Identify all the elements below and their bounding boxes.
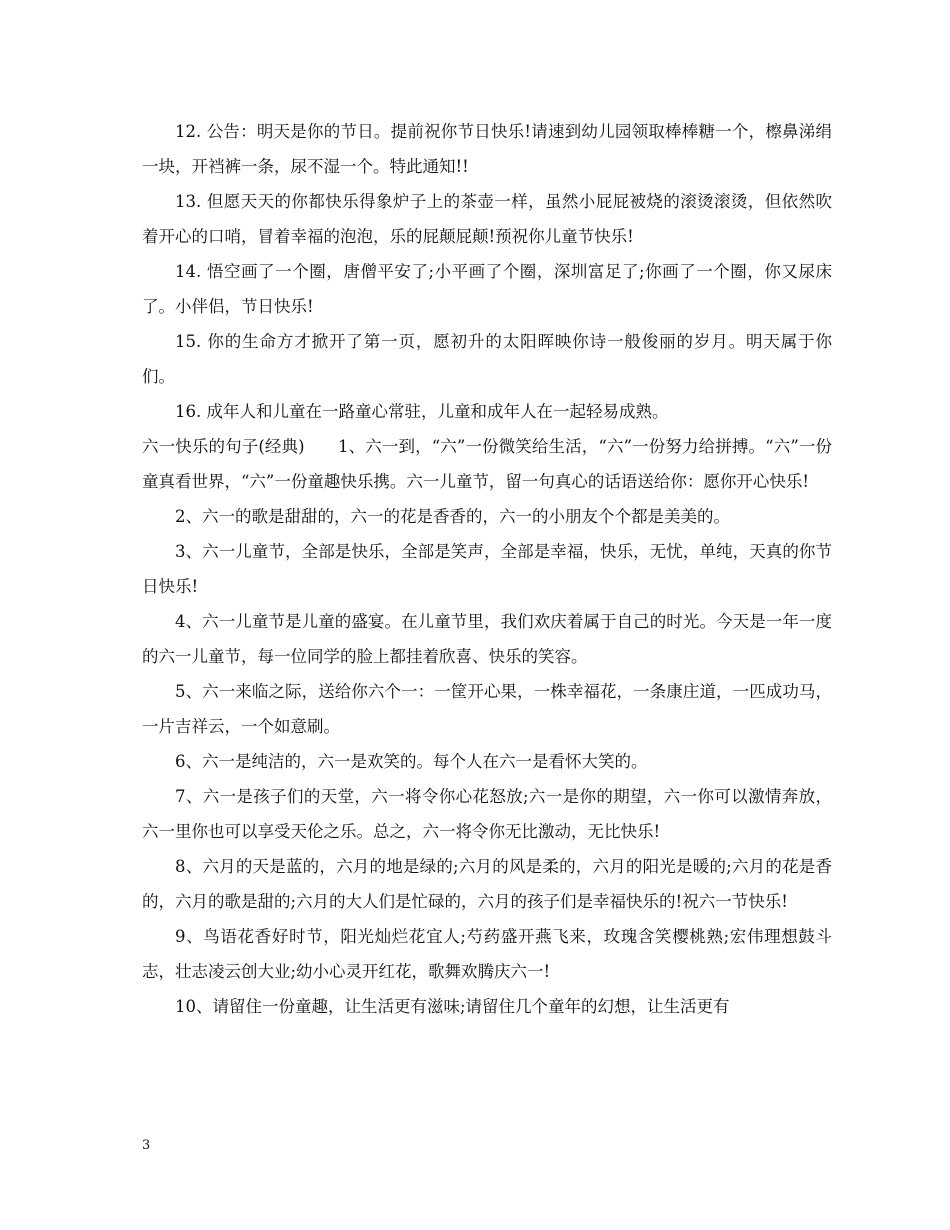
section-heading-paragraph: 六一快乐的句子(经典) 1、六一到，“六”一份微笑给生活，“六”一份努力给拼搏。“六”一份童真看世界，“六”一份童趣快乐携。六一儿童节，留一句真心的话语送给你：愿你开心快乐! xyxy=(142,437,832,491)
paragraph-12: 12. 公告：明天是你的节日。提前祝你节日快乐!请速到幼儿园领取棒棒糖一个，檫鼻涕绢一块，开裆裤一条，尿不湿一个。特此通知!! xyxy=(142,122,832,176)
paragraph-13: 13. 但愿天天的你都快乐得象炉子上的茶壶一样，虽然小屁屁被烧的滚烫滚烫，但依然吹着开心的口哨，冒着幸福的泡泡，乐的屁颠屁颠!预祝你儿童节快乐! xyxy=(142,192,832,246)
page-number: 3 xyxy=(142,1138,151,1153)
paragraph-14: 14. 悟空画了一个圈，唐僧平安了;小平画了个圈，深圳富足了;你画了一个圈，你又尿床了。小伴侣，节日快乐! xyxy=(142,262,832,316)
paragraph-16: 16. 成年人和儿童在一路童心常驻，儿童和成年人在一起轻易成熟。 xyxy=(175,402,669,421)
paragraph-item-3: 3、六一儿童节，全部是快乐，全部是笑声，全部是幸福，快乐，无忧，单纯，天真的你节日快乐! xyxy=(142,542,832,596)
paragraph-item-7: 7、六一是孩子们的天堂，六一将令你心花怒放;六一是你的期望，六一你可以激情奔放，六一里你也可以享受天伦之乐。总之，六一将令你无比激动，无比快乐! xyxy=(142,787,832,841)
paragraph-item-6: 6、六一是纯洁的，六一是欢笑的。每个人在六一是看怀大笑的。 xyxy=(175,752,648,771)
paragraph-item-2: 2、六一的歌是甜甜的，六一的花是香香的，六一的小朋友个个都是美美的。 xyxy=(175,507,730,526)
paragraph-15: 15. 你的生命方才掀开了第一页，愿初升的太阳晖映你诗一般俊丽的岁月。明天属于你们。 xyxy=(142,332,832,386)
paragraph-item-9: 9、鸟语花香好时节，阳光灿烂花宜人;芍药盛开燕飞来，玫瑰含笑樱桃熟;宏伟理想鼓斗志，壮志凌云创大业;幼小心灵开红花，歌舞欢腾庆六一! xyxy=(142,927,832,981)
paragraph-item-8: 8、六月的天是蓝的，六月的地是绿的;六月的风是柔的，六月的阳光是暖的;六月的花是香的，六月的歌是甜的;六月的大人们是忙碌的，六月的孩子们是幸福快乐的!祝六一节快乐! xyxy=(142,857,832,911)
document-body xyxy=(142,114,832,1024)
paragraph-item-4: 4、六一儿童节是儿童的盛宴。在儿童节里，我们欢庆着属于自己的时光。今天是一年一度的六一儿童节，每一位同学的脸上都挂着欣喜、快乐的笑容。 xyxy=(142,612,832,666)
paragraph-item-10: 10、请留住一份童趣，让生活更有滋味;请留住几个童年的幻想，让生活更有 xyxy=(175,997,730,1016)
paragraph-item-5: 5、六一来临之际，送给你六个一：一筐开心果，一株幸福花，一条康庄道，一匹成功马，一片吉祥云，一个如意刷。 xyxy=(142,682,832,736)
